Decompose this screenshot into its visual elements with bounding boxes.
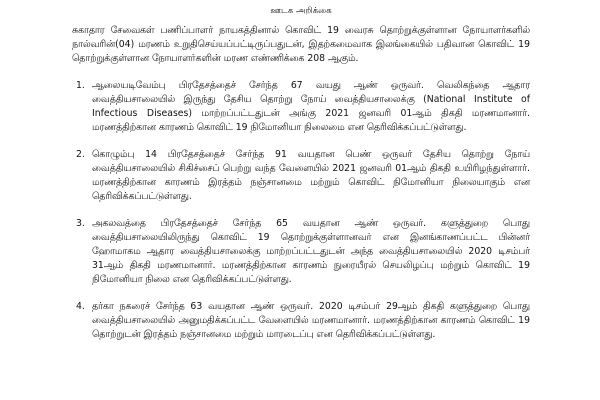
list-item (76, 300, 530, 342)
list-item-text: கொழும்பு 14 பிரதேசத்தைச் சேர்ந்த 91 வயதான பெண் ஒருவர் தேசிய தொற்று நோய் வைத்தியசாலையில் சிகிச்சைப் பெற்று வந்த வேளையில் 2021 ஜனவரி 01ஆம் திகதி உயிரிழந்துள்ளார். மரணத்திற்கான காரணம் இரத்தம் நஞ்சானமை மற்றும் கொவிட் நிமோனியா நிலையாகும் என தெரிவிக்கப்பட்டுள்ளது. (92, 149, 530, 202)
list-item-text: அகலவத்தை பிரதேசத்தைச் சேர்ந்த 65 வயதான ஆண் ஒருவர். களுத்துறை பொது வைத்தியசாலையிலிருந்து கொவிட் 19 தொற்றுக்குள்ளானவர் என இனங்காணப்பட்ட பின்னர் ஹோமாகம ஆதார வைத்தியசாலைக்கு மாற்றப்பட்டதுடன் அந்த வைத்தியசாலையில் 2020 டிசம்பர் 31ஆம் திகதி மரணமானார். மரணத்திற்கான காரணம் நுரையீரல் செயலிழப்பு மற்றும் கொவிட் 19 நிமோனியா நிலை என தெரிவிக்கப்பட்டுள்ளது. (92, 218, 530, 285)
list-item-number: 2. (76, 149, 85, 160)
list-item (76, 148, 530, 204)
list-item (76, 79, 530, 135)
death-report-list (72, 79, 530, 342)
list-item-text: ஆலையடிவேம்பு பிரதேசத்தைச் சேர்ந்த 67 வயது ஆண் ஒருவர். வெலிகந்தை ஆதார வைத்தியசாலையில் இருந்து தேசிய தொற்று நோய் வைத்தியசாலைக்கு (National Institute of Infectious Diseases) மாற்றப்பட்டதுடன் அங்கு 2021 ஜனவரி 01ஆம் திகதி மரணமானார். மரணத்திற்கான காரணம் கொவிட் 19 நிமோனியா நிலைமை என தெரிவிக்கப்பட்டுள்ளது. (92, 80, 530, 133)
list-item-number: 3. (76, 218, 85, 229)
list-item-number: 4. (76, 301, 85, 312)
list-item (76, 217, 530, 287)
list-item-text: தர்கா நகரைச் சேர்ந்த 63 வயதான ஆண் ஒருவர். 2020 டிசம்பர் 29ஆம் திகதி களுத்துறை பொது வைத்தியசாலையில் அனுமதிக்கப்பட்ட வேளையில் மரணமானார். மரணத்திற்கான காரணம் கொவிட் 19 தொற்றுடன் இரத்தம் நஞ்சானமை மற்றும் மாரடைப்பு என தெரிவிக்கப்பட்டுள்ளது. (92, 301, 530, 340)
list-item-number: 1. (76, 80, 85, 91)
intro-paragraph: சுகாதார சேவைகள் பணிப்பாளர் நாயகத்தினால் கொவிட் 19 வைரசு தொற்றுக்குள்ளான நோயாளர்களில் நால்வரின்(04) மரணம் உறுதிசெய்யப்பட்டிருப்பதுடன், இதற்கமைவாக இலங்கையில் பதிவான கொவிட் 19 தொற்றுக்குள்ளான நோயாளர்களின் மரண எண்ணிக்கை 208 ஆகும். (72, 25, 530, 64)
document-title: ஊடக அறிக்கை (270, 6, 332, 16)
